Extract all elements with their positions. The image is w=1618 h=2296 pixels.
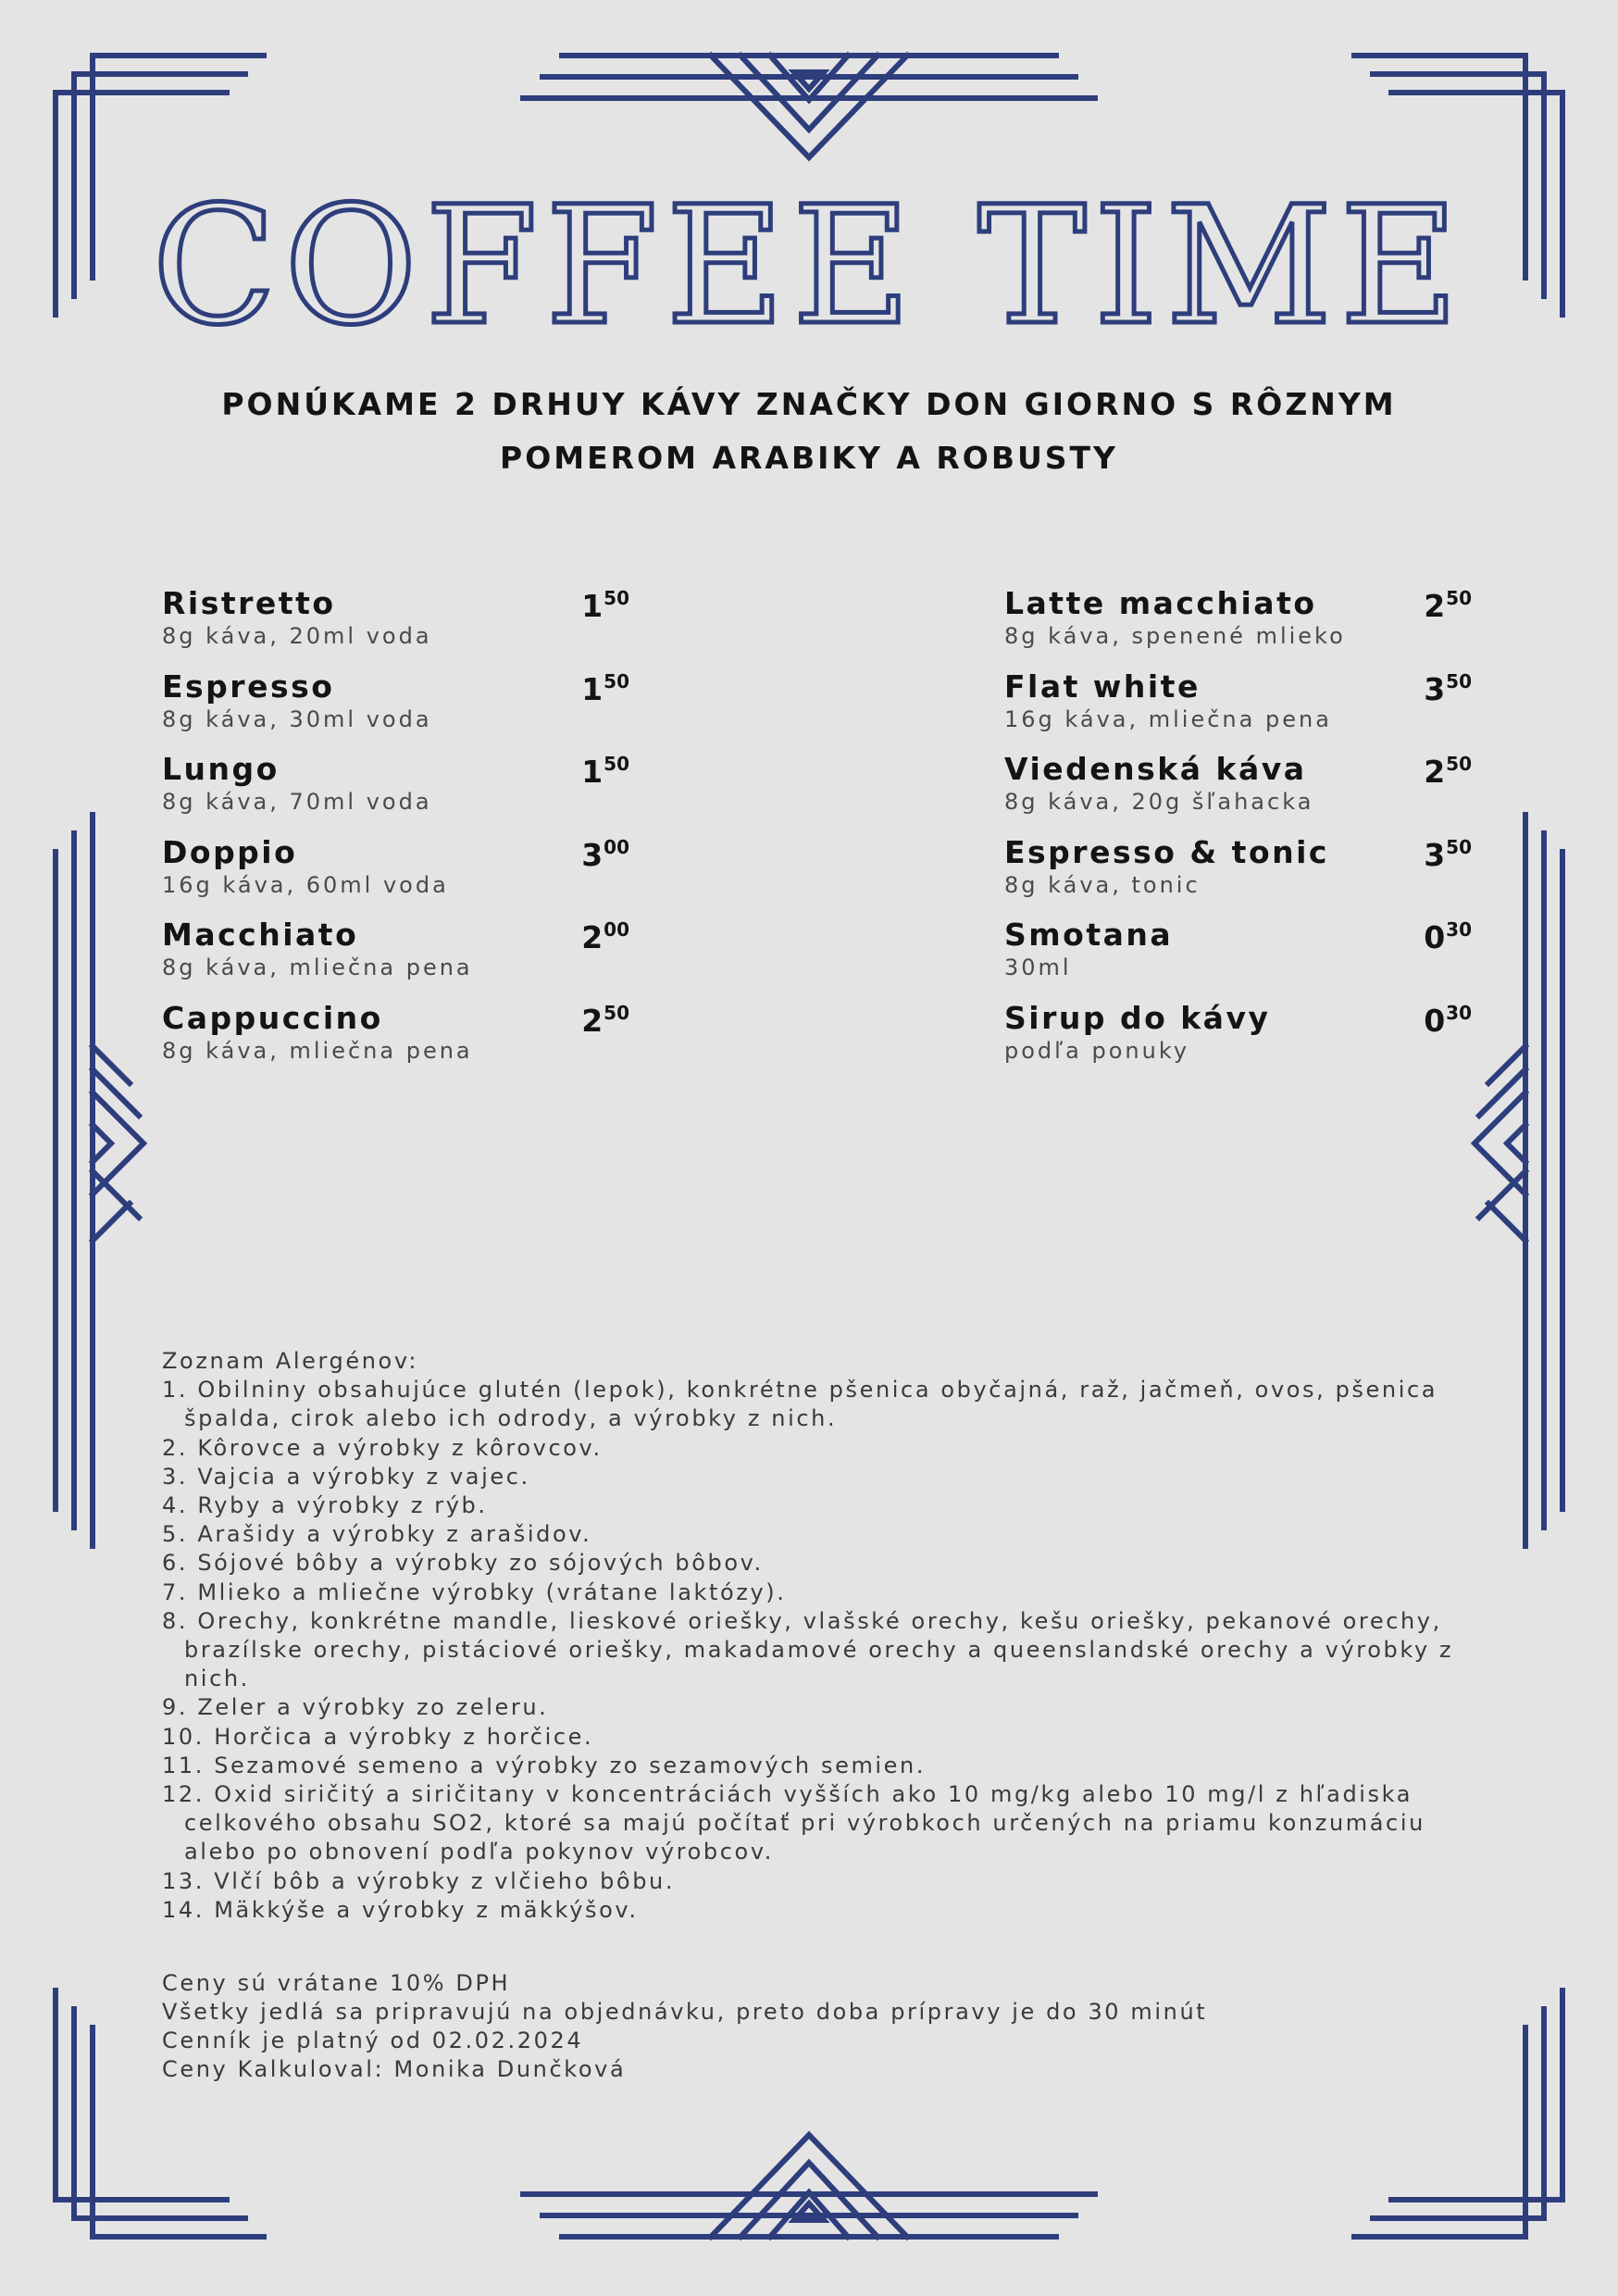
allergen-text: Arašidy a výrobky z arašidov.: [197, 1521, 592, 1548]
menu-item: [162, 834, 629, 917]
price-main: 2: [1424, 588, 1446, 624]
allergen-text: Sójové bôby a výrobky zo sójových bôbov.: [197, 1550, 764, 1577]
menu-item-price: [581, 753, 629, 790]
price-cents: 50: [604, 587, 629, 609]
menu-item: [1004, 917, 1472, 1000]
menu-item-name: Lungo: [162, 751, 280, 787]
menu-item: [1004, 668, 1472, 752]
allergen-number: 3.: [162, 1463, 189, 1490]
menu-item-price: [581, 587, 629, 624]
allergen-text: Kôrovce a výrobky z kôrovcov.: [197, 1434, 603, 1461]
menu-item: [162, 1000, 629, 1083]
menu-item-price: [581, 836, 629, 873]
price-main: 2: [581, 919, 604, 955]
allergen-number: 2.: [162, 1434, 189, 1461]
menu-item-price: [1424, 670, 1472, 707]
page-subtitle: [0, 378, 1618, 485]
price-cents: 50: [1446, 587, 1472, 609]
allergen-number: 7.: [162, 1578, 189, 1605]
menu-item: [162, 585, 629, 668]
allergen-text: Vajcia a výrobky z vajec.: [197, 1463, 530, 1490]
allergen-text: Orechy, konkrétne mandle, lieskové oriešky, vlašské orechy, kešu oriešky, pekanové orechy, brazílske orechy, pistáciové oriešky, makadamové orechy a queenslandské orechy a výrobky z nich.: [184, 1607, 1454, 1692]
menu-item: [1004, 834, 1472, 917]
menu-item-price: [1424, 1002, 1472, 1039]
price-cents: 50: [604, 1001, 629, 1024]
page-title: COFFEE TIME: [152, 171, 1466, 361]
allergen-item: [162, 1723, 1476, 1752]
subtitle-prefix: PONÚKAME 2 DRHUY KÁVY ZNAČKY: [221, 386, 927, 422]
price-main: 0: [1424, 1002, 1446, 1039]
allergen-item: [162, 1693, 1476, 1722]
price-main: 3: [581, 836, 604, 873]
footer-validity-note: Cenník je platný od 02.02.2024: [162, 2028, 584, 2053]
footer-notes: [162, 1969, 1476, 2084]
allergen-number: 10.: [162, 1723, 205, 1750]
allergen-item: [162, 1434, 1476, 1463]
allergen-item: [162, 1491, 1476, 1520]
allergen-item: [162, 1549, 1476, 1578]
allergen-text: Horčica a výrobky z horčice.: [214, 1723, 594, 1750]
price-cents: 50: [1446, 835, 1472, 858]
allergen-text: Vlčí bôb a výrobky z vlčieho bôbu.: [214, 1867, 676, 1894]
menu-item: [1004, 751, 1472, 834]
allergen-number: 6.: [162, 1550, 189, 1577]
menu-item-name: Viedenská káva: [1004, 751, 1307, 787]
menu-item-name: Doppio: [162, 833, 298, 870]
allergen-text: Obilniny obsahujúce glutén (lepok), konkrétne pšenica obyčajná, raž, jačmeň, ovos, pšenica špalda, cirok alebo ich odrody, a výrobky z nich.: [184, 1377, 1438, 1432]
price-main: 1: [581, 754, 604, 790]
price-main: 3: [1424, 670, 1446, 707]
side-ornament-left: [56, 815, 143, 1546]
allergen-list: [162, 1347, 1476, 1925]
price-main: 0: [1424, 919, 1446, 955]
menu-item-description: 8g káva, 70ml voda: [162, 789, 432, 815]
subtitle-suffix: S RÔZNYM: [1178, 386, 1397, 422]
allergen-item: [162, 1463, 1476, 1491]
menu-item: [162, 917, 629, 1000]
menu-item-description: 30ml: [1004, 955, 1072, 980]
price-main: 1: [581, 588, 604, 624]
footer-author-note: Ceny Kalkuloval: Monika Dunčková: [162, 2056, 627, 2082]
menu-item-price: [1424, 918, 1472, 955]
menu-item-description: 8g káva, tonic: [1004, 871, 1201, 898]
menu-item-description: 8g káva, spenené mlieko: [1004, 623, 1346, 649]
menu-item-description: 16g káva, mliečna pena: [1004, 705, 1332, 732]
allergen-heading: Zoznam Alergénov:: [162, 1348, 419, 1374]
allergen-text: Ryby a výrobky z rýb.: [197, 1492, 488, 1519]
allergen-number: 5.: [162, 1521, 189, 1548]
menu-item-price: [581, 670, 629, 707]
menu-item-name: Latte macchiato: [1004, 585, 1317, 621]
menu-item: [1004, 585, 1472, 668]
allergen-text: Mäkkýše a výrobky z mäkkýšov.: [214, 1896, 639, 1923]
price-cents: 50: [604, 753, 629, 775]
price-cents: 50: [1446, 669, 1472, 693]
menu-item: [162, 668, 629, 752]
menu-item-description: 8g káva, 20g šľahacka: [1004, 789, 1314, 815]
subtitle-line-2: POMEROM ARABIKY A ROBUSTY: [500, 440, 1118, 476]
menu-item-description: 8g káva, mliečna pena: [162, 955, 473, 980]
menu-item-name: Flat white: [1004, 668, 1201, 705]
menu-item: [1004, 1000, 1472, 1083]
allergen-number: 1.: [162, 1377, 189, 1404]
allergen-item: [162, 1607, 1476, 1694]
allergen-text: Oxid siričitý a siričitany v koncentráciách vyšších ako 10 mg/kg alebo 10 mg/l z hľadiska celkového obsahu SO2, ktoré sa majú počítať pri výrobkoch určených na priamu konzumáciu alebo po obnovení podľa pokynov výrobcov.: [184, 1781, 1425, 1866]
allergen-item: [162, 1867, 1476, 1896]
menu-item-name: Espresso & tonic: [1004, 833, 1329, 870]
price-cents: 50: [604, 669, 629, 693]
allergen-item: [162, 1780, 1476, 1867]
allergen-number: 14.: [162, 1896, 205, 1923]
menu-item-name: Espresso: [162, 668, 335, 705]
allergen-items: [162, 1376, 1476, 1925]
price-cents: 00: [604, 918, 629, 941]
menu-item-description: 8g káva, 20ml voda: [162, 623, 432, 649]
menu-item-price: [1424, 836, 1472, 873]
menu-column-right: [1004, 585, 1472, 1082]
menu-item-name: Cappuccino: [162, 999, 383, 1036]
menu-item-name: Sirup do kávy: [1004, 999, 1271, 1036]
footer-preparation-note: Všetky jedlá sa pripravujú na objednávku, preto doba prípravy je do 30 minút: [162, 1999, 1208, 2025]
menu-column-left: [162, 585, 629, 1082]
menu-item-name: Macchiato: [162, 917, 359, 953]
allergen-number: 11.: [162, 1752, 205, 1778]
allergen-text: Mlieko a mliečne výrobky (vrátane laktózy).: [197, 1578, 787, 1605]
price-main: 2: [1424, 754, 1446, 790]
menu-item: [162, 751, 629, 834]
side-ornament-right: [1475, 815, 1562, 1546]
allergen-number: 8.: [162, 1607, 189, 1634]
allergen-text: Sezamové semeno a výrobky zo sezamových semien.: [214, 1752, 927, 1778]
allergen-number: 12.: [162, 1781, 205, 1808]
allergen-item: [162, 1520, 1476, 1549]
allergen-item: [162, 1578, 1476, 1607]
price-main: 2: [581, 1002, 604, 1039]
allergen-item: [162, 1376, 1476, 1433]
menu-item-name: Smotana: [1004, 917, 1174, 953]
menu-item-price: [1424, 753, 1472, 790]
allergen-item: [162, 1752, 1476, 1780]
price-main: 1: [581, 670, 604, 707]
price-cents: 50: [1446, 753, 1472, 775]
bottom-center-ornament: [523, 2135, 1095, 2237]
allergen-number: 13.: [162, 1867, 205, 1894]
menu-item-description: 8g káva, 30ml voda: [162, 705, 432, 732]
price-cents: 30: [1446, 1001, 1472, 1024]
menu-item-description: 8g káva, mliečna pena: [162, 1037, 473, 1064]
allergen-item: [162, 1896, 1476, 1925]
price-cents: 30: [1446, 918, 1472, 941]
menu-item-price: [581, 1002, 629, 1039]
menu-item-price: [581, 918, 629, 955]
menu-item-name: Ristretto: [162, 585, 336, 621]
top-center-ornament: [523, 56, 1095, 157]
menu-item-description: 16g káva, 60ml voda: [162, 871, 449, 898]
price-main: 3: [1424, 836, 1446, 873]
footer-vat-note: Ceny sú vrátane 10% DPH: [162, 1970, 511, 1996]
allergen-number: 9.: [162, 1694, 189, 1721]
price-cents: 00: [604, 835, 629, 858]
menu-item-description: podľa ponuky: [1004, 1037, 1190, 1064]
brand-name: DON GIORNO: [926, 386, 1179, 422]
subtitle-line-1: [0, 378, 1618, 431]
allergen-number: 4.: [162, 1492, 189, 1519]
allergen-text: Zeler a výrobky zo zeleru.: [197, 1694, 549, 1721]
menu-item-price: [1424, 587, 1472, 624]
